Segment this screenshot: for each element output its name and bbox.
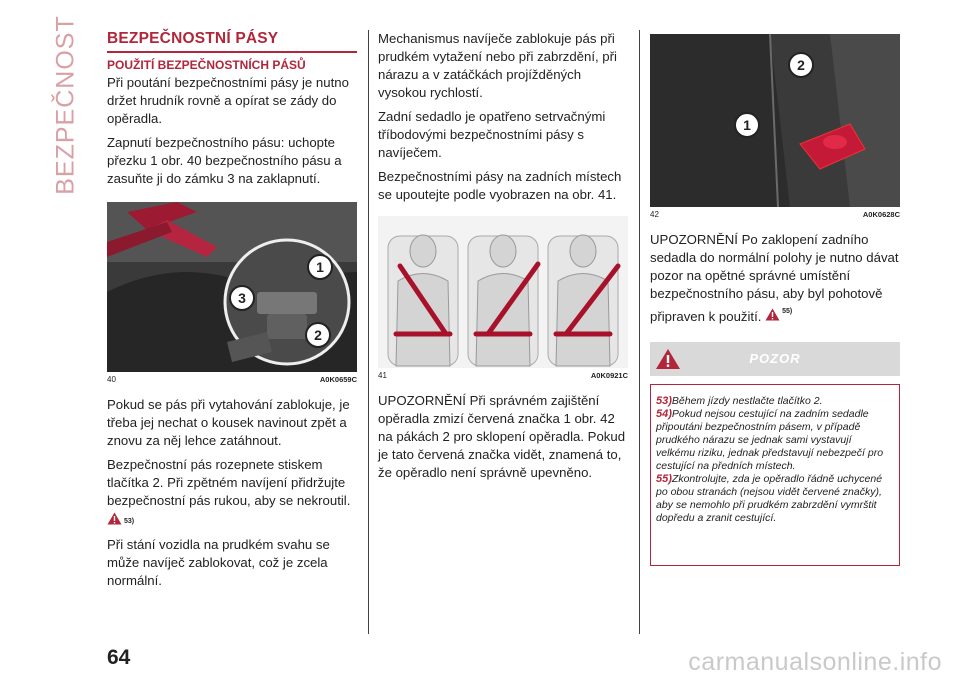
paragraph: Pokud se pás při vytahování zablokuje, je třeba jej nechat o kousek navinout zpět a znovu za něj lehce zatáhnout.	[107, 396, 350, 448]
paragraph: UPOZORNĚNÍ Při správném zajištění opěradla zmizí červená značka 1 obr. 42 na pákách 2 pro sklopení opěradla. Pokud je tato červená značka vidět, znamená to, že opěradlo není správně upevněno.	[378, 393, 626, 480]
paragraph: Při poutání bezpečnostními pásy je nutno držet hrudník rovně a opírat se zády do opěradla.	[107, 74, 349, 126]
paragraph: Při stání vozidla na prudkém svahu se může navíječ zablokovat, což je zcela normální.	[107, 536, 330, 588]
callout-2-badge: 2	[788, 52, 814, 78]
pozor-header	[650, 342, 900, 376]
column-2	[378, 30, 628, 488]
paragraph: Bezpečnostními pásy na zadních místech se upoutejte podle vyobrazen na obr. 41.	[378, 169, 622, 202]
warning-text: Během jízdy nestlačte tlačítko 2.	[671, 395, 823, 407]
page-number: 64	[107, 646, 131, 669]
figure-40-image	[107, 202, 357, 372]
figure-number: 40	[107, 374, 116, 384]
warning-triangle-icon	[765, 308, 780, 321]
figure-41-image	[378, 216, 628, 368]
warning-number: 54)	[656, 408, 672, 420]
side-title-text: BEZPEČNOST	[51, 15, 80, 195]
warning-reference	[107, 512, 357, 530]
warning-number: 53)	[656, 395, 672, 407]
pozor-title: POZOR	[749, 351, 801, 366]
column-divider	[639, 30, 640, 634]
warning-text: Pokud nejsou cestující na zadním sedadle připoutáni bezpečnostním pásem, v případě prudkého nárazu se jednak sami vystavují velkému riziku, jednak představují nebezpečí pro cestující na předních místech.	[656, 408, 884, 472]
page-heading: BEZPEČNOSTNÍ PÁSY	[107, 30, 279, 47]
warning-number: 55)	[656, 473, 672, 485]
paragraph: Zadní sedadlo je opatřeno setrvačnými tříbodovými bezpečnostními pásy s navíječem.	[378, 109, 606, 160]
callout-1-badge: 1	[734, 112, 760, 138]
warning-triangle-icon	[107, 512, 122, 525]
warning-item	[656, 473, 893, 525]
figure-caption	[378, 371, 628, 380]
warning-reference	[765, 303, 792, 321]
callout-2-badge: 2	[305, 322, 331, 348]
column-divider	[368, 30, 369, 634]
column-1	[107, 30, 357, 596]
figure-code: A0K0921C	[590, 371, 628, 380]
section-subheading: POUŽITÍ BEZPEČNOSTNÍCH PÁSŮ	[107, 57, 306, 72]
column-3	[650, 30, 900, 566]
warning-text: Zkontrolujte, zda je opěradlo řádně uchycené po obou stranách (nejsou vidět červené značky), aby se nemohlo při prudkém zabrzdění vymrštit dopředu a zranit cestující.	[656, 473, 883, 524]
pozor-warnings-box	[650, 384, 900, 566]
figure-code: A0K0659C	[319, 374, 357, 384]
seatback-lever-illustration	[650, 34, 900, 207]
figure-caption	[650, 210, 900, 219]
paragraph-text: UPOZORNĚNÍ Po zaklopení zadního sedadla do normální polohy je nutno dávat pozor na opětné správné umístění bezpečnostního pásu, aby byl pohotově připraven k použití.	[650, 232, 899, 324]
figure-number: 41	[378, 371, 387, 380]
paragraph: Zapnutí bezpečnostního pásu: uchopte přezku 1 obr. 40 bezpečnostního pásu a zasuňte ji do zámku 3 na zaklapnutí.	[107, 134, 342, 186]
reference-number: 55)	[782, 308, 793, 315]
figure-caption	[107, 375, 357, 384]
warning-item	[656, 408, 893, 473]
paragraph	[650, 231, 900, 326]
paragraph: Mechanismus navíječe zablokuje pás při prudkém vytažení nebo při zabrzdění, při nárazu a v zatáčkách projížděných vysokou rychlostí.	[378, 31, 617, 100]
rear-seat-belts-illustration	[378, 216, 628, 368]
callout-1-badge: 1	[307, 254, 333, 280]
paragraph: Bezpečnostní pás rozepnete stiskem tlačítka 2. Při zpětném navíjení přidržujte bezpečnostní pás rukou, aby se nekroutil.	[107, 456, 351, 508]
figure-code: A0K0628C	[862, 210, 900, 219]
watermark-link[interactable]: carmanualsonline.info	[688, 648, 942, 676]
figure-number: 42	[650, 210, 659, 219]
reference-number: 53)	[124, 517, 135, 525]
heading-rule	[107, 51, 357, 53]
section-side-title	[46, 15, 86, 195]
figure-42-image	[650, 34, 900, 207]
callout-3-badge: 3	[229, 285, 255, 311]
warning-item	[656, 395, 893, 408]
